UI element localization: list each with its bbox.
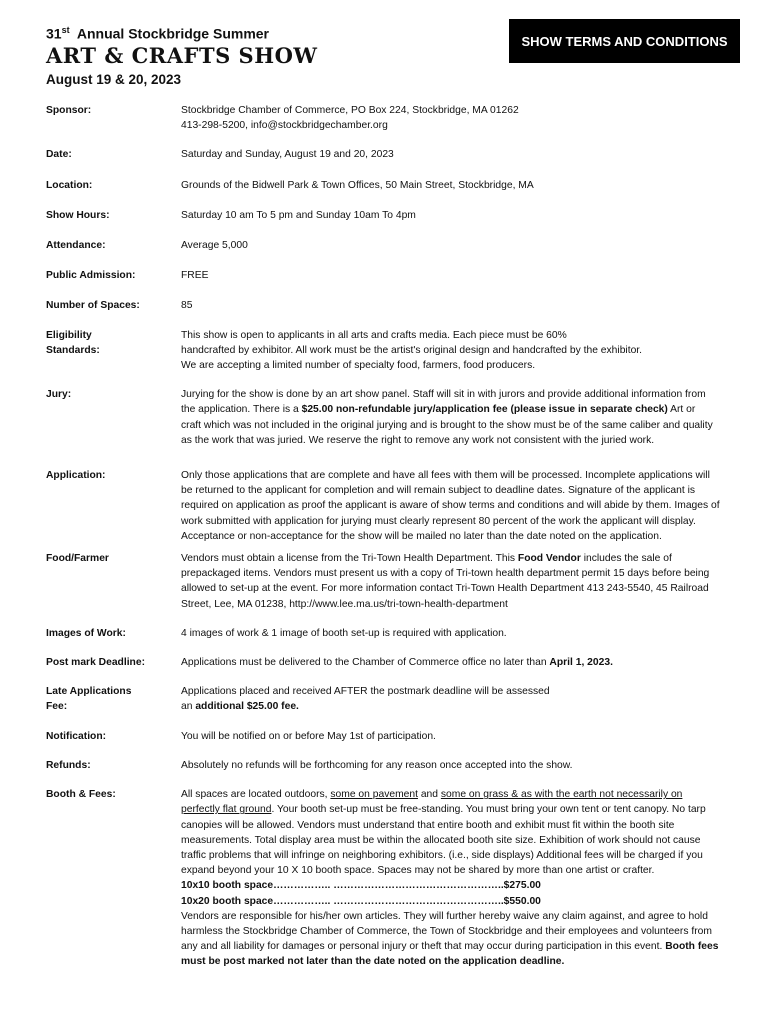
food-row [46,551,726,612]
late-line: Applications placed and received AFTER the postmark deadline will be assessed [181,686,550,698]
jury-line: Jurying for the show is done by an art show panel. Staff will sit in with jurors and provide additional information from [181,389,706,401]
spaces-label: Number of Spaces: [46,300,140,312]
food-post: includes the sale of [580,553,672,565]
terms-banner: SHOW TERMS AND CONDITIONS [509,19,740,63]
sponsor-row [46,103,726,133]
food-pre: Vendors must obtain a license from the Tri-Town Health Department. This [181,553,518,565]
hours-row [46,208,726,223]
booth-flat-ground: perfectly flat ground [181,804,272,816]
booth-text: and [417,789,441,801]
notification-label: Notification: [46,730,107,742]
terms-list [46,103,726,970]
booth-fee-10x20: 10x20 booth space…………….. …………………………………………..$550.00 [181,895,541,907]
admission-row [46,268,726,283]
notification-value [181,729,726,744]
sponsor-value [181,103,726,133]
jury-row [46,387,726,448]
notification-row [46,729,726,744]
food-line: Street, Lee, MA 01238, http://www.lee.ma.us/tri-town-health-department [181,598,508,610]
booth-line: Vendors are responsible for his/her own articles. They will further hereby waive any claim against, and agree to hold [181,910,708,922]
date-value [181,147,726,162]
date-row [46,147,726,162]
booth-deadline-note: Booth fees [665,941,719,953]
booth-fee-10x10: 10x10 booth space…………….. …………………………………………..$275.00 [181,880,541,892]
application-line: work submitted with application for jurying must clearly represent 80 percent of the work the applicant will display. [181,515,696,527]
jury-label: Jury: [46,389,72,401]
booth-line [181,939,726,954]
sponsor-label: Sponsor: [46,105,92,116]
edition-text: Annual Stockbridge Summer [76,25,270,42]
hours-value [181,208,726,223]
refunds-row [46,758,726,773]
booth-pavement: some on pavement [330,789,418,801]
postmark-pre: Applications must be delivered to the Chamber of Commerce office no later than [181,657,550,669]
booth-line: expand beyond your 10 X 10 booth space. Spaces may not be shared by more than one artist or crafter. [181,865,655,877]
late-value [181,684,726,714]
location-line: Grounds of the Bidwell Park & Town Offices, 50 Main Street, Stockbridge, MA [181,179,534,191]
spaces-row [46,298,726,313]
show-header [46,22,317,89]
spaces-value [181,298,726,313]
spaces-line: 85 [181,300,193,312]
food-label: Food/Farmer [46,553,109,565]
food-vendor: Food Vendor [517,553,581,565]
booth-row [46,787,726,969]
jury-fee: $25.00 non-refundable jury/application fee (please issue in separate check) [301,404,668,416]
food-line: allowed to set-up at the event. For more information contact Tri-Town Health Department 413 243-5540, 45 Railroad [181,583,709,595]
booth-text: any and all liability for damages or personal injury or theft that may occur during participation in this event. [181,941,666,953]
food-line: prepackaged items. Vendors must present us with a copy of Tri-town health department permit 15 days before being [181,568,710,580]
sponsor-line: Stockbridge Chamber of Commerce, PO Box 224, Stockbridge, MA 01262 [181,105,519,116]
images-label: Images of Work: [46,627,126,639]
late-row [46,684,726,714]
booth-line [181,787,726,802]
postmark-row [46,655,726,670]
jury-line: craft which was not included in the original jurying and is brought to the show must be of the same caliber and quality [181,419,713,431]
eligibility-line: This show is open to applicants in all arts and crafts media. Each piece must be 60% [181,329,567,341]
application-line: Acceptance or non-acceptance for the show will be mailed no later than the date noted on the application. [181,530,662,542]
images-value [181,626,726,641]
location-row [46,178,726,193]
notification-line: You will be notified on or before May 1st of participation. [181,730,436,742]
postmark-date: April 1, 2023. [549,657,613,669]
edition-title [46,22,317,42]
admission-line: FREE [181,270,209,282]
edition-number: 31 [46,25,62,42]
attendance-value [181,238,726,253]
booth-deadline-note: must be post marked not later than the date noted on the application deadline. [181,956,565,968]
images-line: 4 images of work & 1 image of booth set-up is required with application. [181,627,507,639]
jury-fee-pre: the application. There is a [181,404,302,416]
late-fee: additional $25.00 fee. [195,701,299,713]
date-line: Saturday and Sunday, August 19 and 20, 2023 [181,149,394,161]
sponsor-contact: 413-298-5200, info@stockbridgechamber.org [181,120,388,132]
jury-value [181,387,726,448]
show-dates: August 19 & 20, 2023 [46,71,182,87]
application-value [181,468,726,544]
booth-value [181,787,726,969]
postmark-label: Post mark Deadline: [46,657,145,669]
jury-fee-post: Art or [667,404,696,416]
refunds-label: Refunds: [46,759,91,771]
images-row [46,626,726,641]
booth-grass: some on grass & as with the earth not necessarily on [440,789,683,801]
jury-line: as the work that was juried. We reserve the right to remove any work not consistent with the juried work. [181,434,655,446]
booth-line: canopies will be allowed. Vendors must understand that entire booth and exhibit must fit within the booth site [181,819,675,831]
application-line: required on application as proof the applicant is aware of show terms and conditions and will abide by them. Images of [181,500,720,512]
date-label: Date: [46,149,72,161]
attendance-label: Attendance: [46,240,106,252]
eligibility-line: We are accepting a limited number of specialty food, farmers, food producers. [181,360,536,372]
postmark-line [181,655,726,670]
jury-fee-line [181,402,726,417]
application-row [46,468,726,544]
attendance-line: Average 5,000 [181,240,248,252]
admission-label: Public Admission: [46,270,136,282]
eligibility-label: Eligibility Standards: [46,329,100,356]
edition-suffix: st [61,25,70,35]
location-value [181,178,726,193]
late-pre: an [181,701,196,713]
booth-label: Booth & Fees: [46,789,116,801]
admission-value [181,268,726,283]
booth-text: . Your booth set-up must be free-standing. You must bring your own tent or tent canopy. No tarp [271,804,706,816]
eligibility-value [181,328,726,374]
booth-line [181,802,726,817]
location-label: Location: [46,179,93,191]
booth-line: traffic problems that will infringe on neighboring exhibitors. (i.e., side displays) Additional fees will be charged if you [181,849,703,861]
booth-line: measurements. Total display area must be within the allocated booth site size. Exhibition of work should not cause [181,834,701,846]
refunds-line: Absolutely no refunds will be forthcoming for any reason once accepted into the show. [181,759,573,771]
booth-line: harmless the Stockbridge Chamber of Commerce, the Town of Stockbridge and their employees and volunteers from [181,925,712,937]
hours-label: Show Hours: [46,209,110,221]
refunds-value [181,758,726,773]
attendance-row [46,238,726,253]
application-line: be returned to the applicant for completion and will remain subject to deadline dates. Signature of the applicant is [181,485,696,497]
eligibility-row [46,328,726,374]
late-fee-line [181,699,726,714]
eligibility-line: handcrafted by exhibitor. All work must be the artist's original design and handcrafted by the exhibitor. [181,344,643,356]
food-line [181,551,726,566]
late-label: Late Applications Fee: [46,686,132,713]
food-value [181,551,726,612]
postmark-value [181,655,726,670]
application-label: Application: [46,470,106,482]
show-name: ART & CRAFTS SHOW [46,42,318,68]
booth-text: All spaces are located outdoors, [181,789,331,801]
application-line: Only those applications that are complete and have all fees with them will be processed. Incomplete applications will [181,470,710,482]
hours-line: Saturday 10 am To 5 pm and Sunday 10am To 4pm [181,209,416,221]
